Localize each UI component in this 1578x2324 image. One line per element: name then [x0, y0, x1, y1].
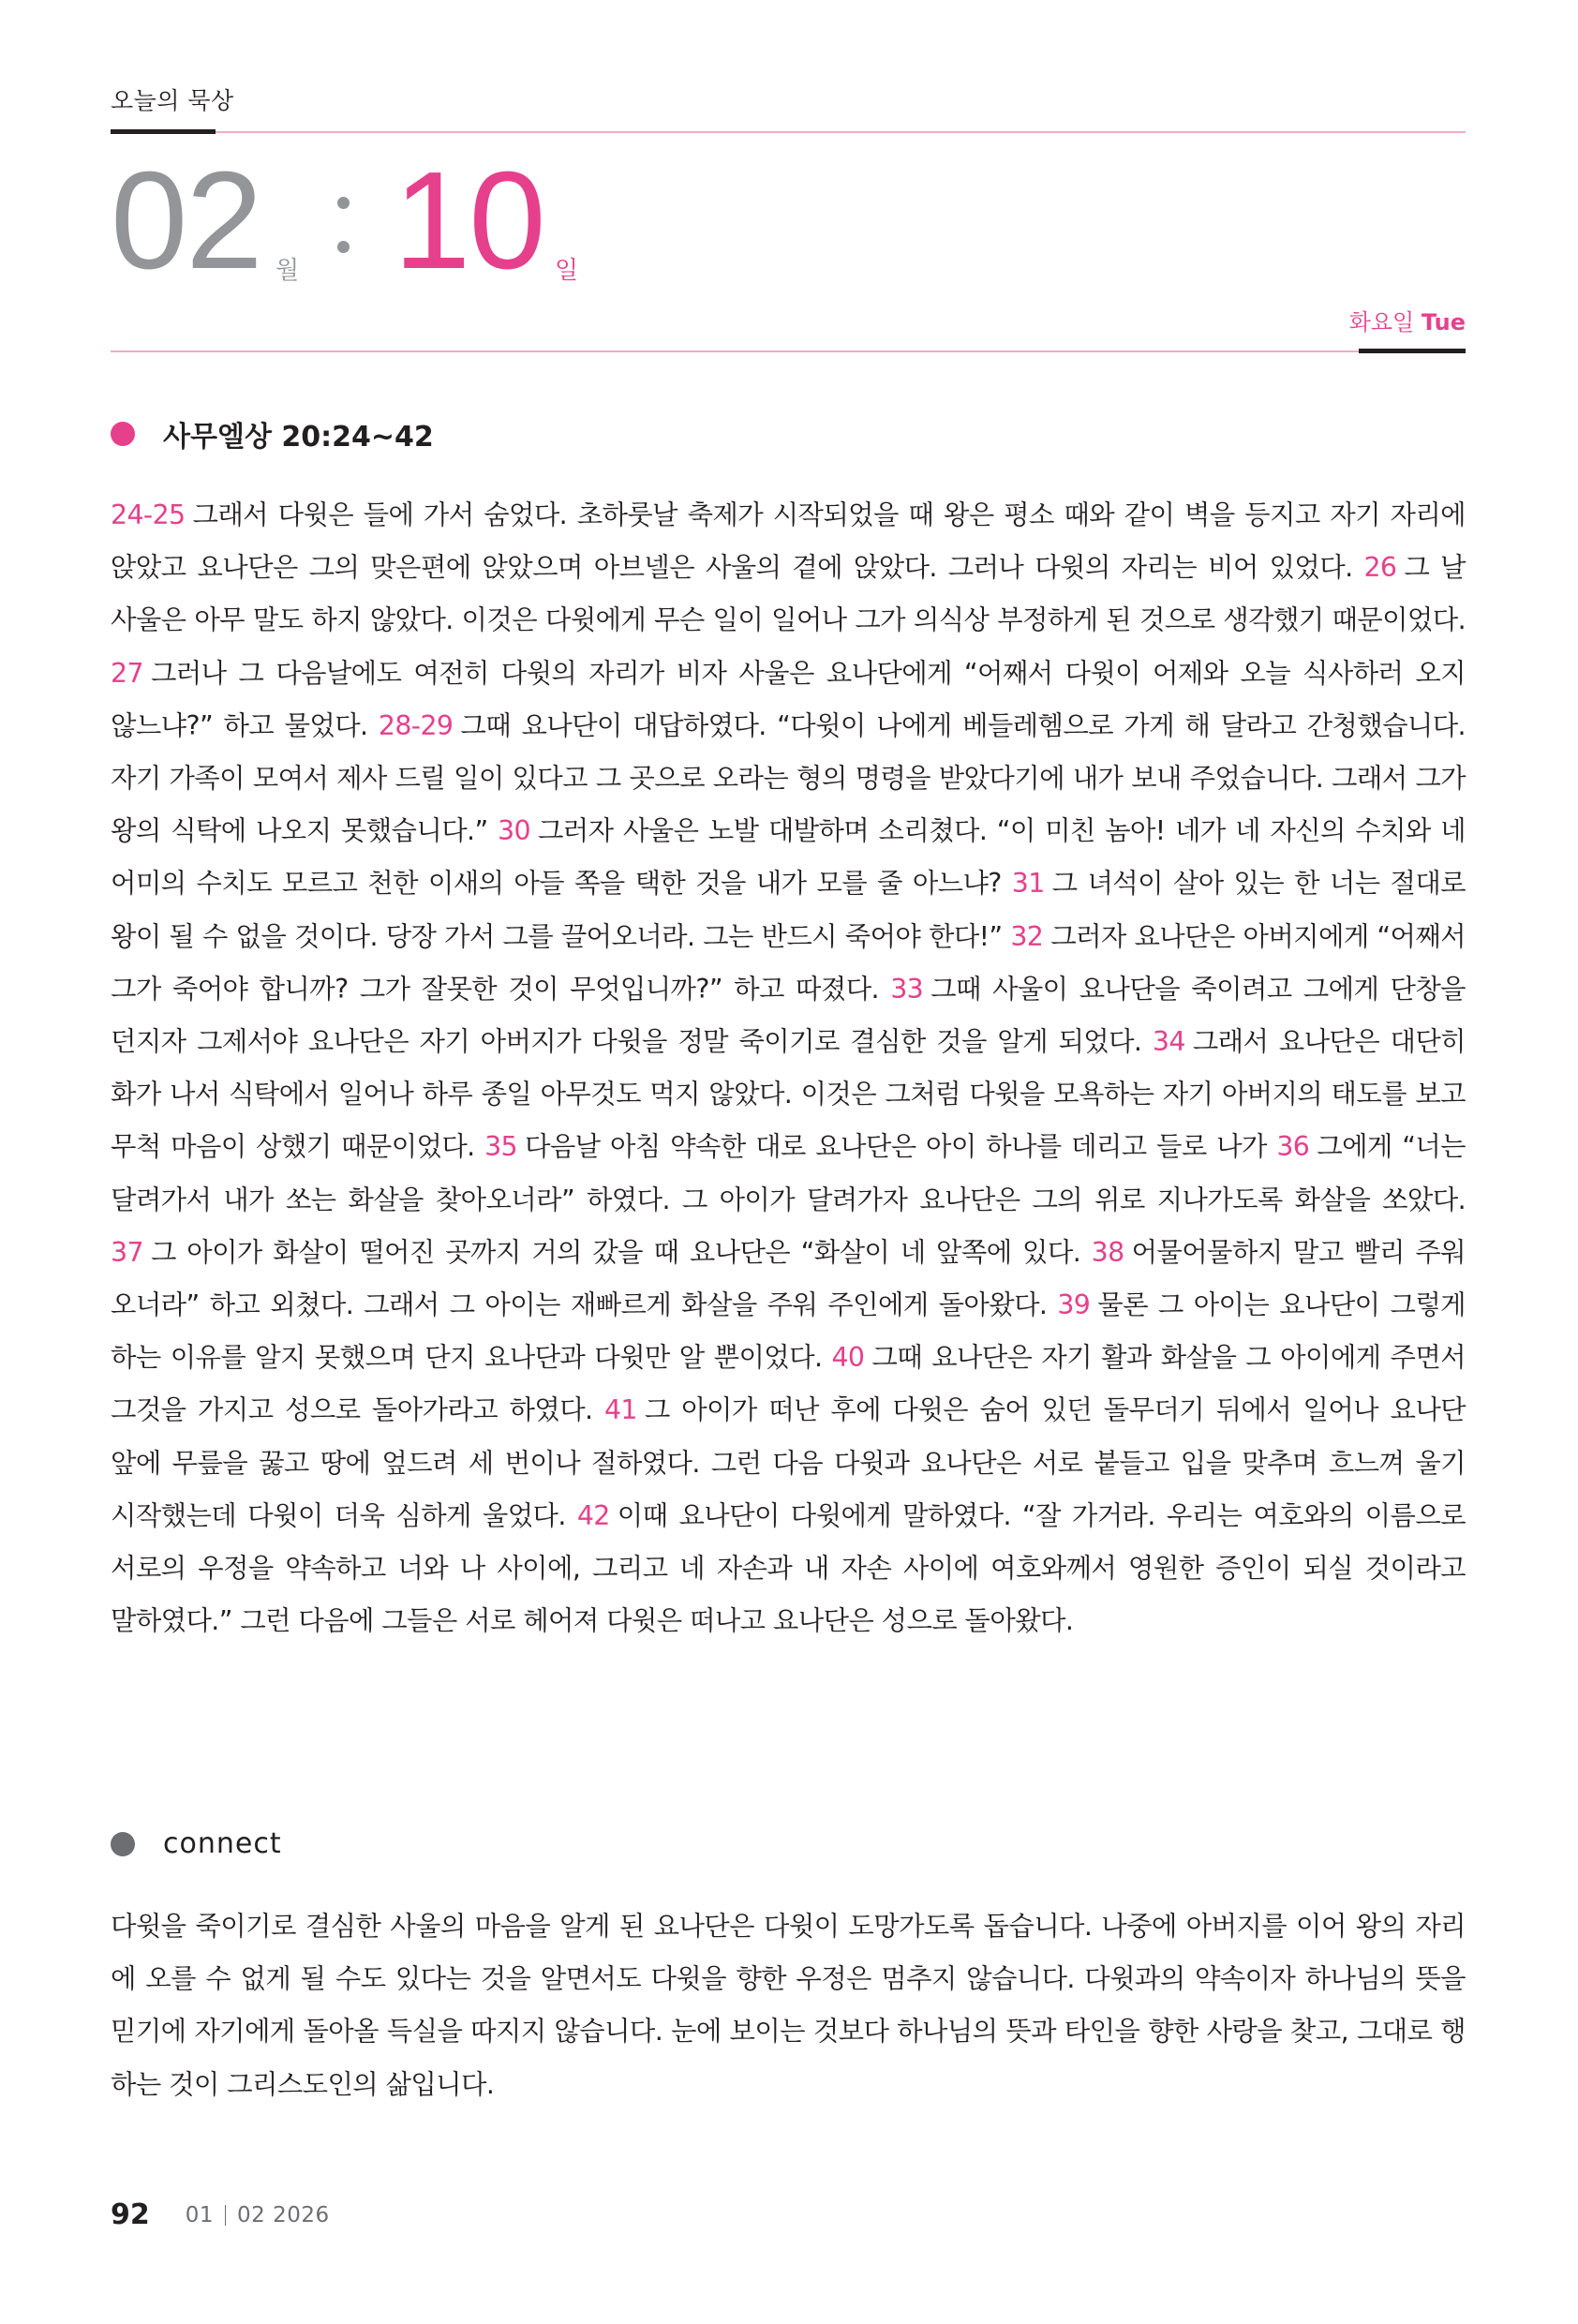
verse-text: 다음날 아침 약속한 대로 요나단은 아이 하나를 데리고 들로 나가 — [525, 1131, 1267, 1163]
verse-text: 그러나 그 다음날에도 여전히 다윗의 자리가 비자 사울은 요나단에게 “어째서 다윗이 어제와 오늘 식사하러 오지 않느냐?” 하고 물었다. — [111, 657, 1466, 741]
scripture-text — [111, 489, 1466, 1647]
date-day-unit: 일 — [555, 257, 579, 285]
date-day: 10 — [394, 143, 544, 298]
verse-text: 물론 그 아이는 요나단이 그렇게 하는 이유를 알지 못했으며 단지 요나단과 다윗만 알 뿐이었다. — [111, 1289, 1466, 1374]
date-divider-accent — [1359, 349, 1466, 353]
verse-text: 그때 요나단이 대답하였다. “다윗이 나에게 베들레헴으로 가게 해 달라고 간청했습니다. 자기 가족이 모여서 제사 드릴 일이 있다고 그 곳으로 오라는 형의 명령을 받았다기에 내가 보내 주었습니다. 그래서 그가 왕의 식탁에 나오지 못했습니다.” — [111, 709, 1466, 847]
verse-number: 37 — [111, 1236, 143, 1268]
page-number: 92 — [111, 2198, 150, 2231]
verse-number: 42 — [576, 1499, 610, 1531]
verse-number: 28-29 — [378, 709, 454, 741]
verse-text: 그때 사울이 요나단을 죽이려고 그에게 단창을 던지자 그제서야 요나단은 자기 아버지가 다윗을 정말 죽이기로 결심한 것을 알게 되었다. — [111, 973, 1466, 1058]
verse-text: 그 아이가 떠난 후에 다윗은 숨어 있던 돌무더기 뒤에서 일어나 요나단 앞에 무릎을 꿇고 땅에 엎드려 세 번이나 절하였다. 그런 다음 다윗과 요나단은 서로 붙들고 입을 맞추며 흐느껴 울기 시작했는데 다윗이 더욱 심하게 울었다. — [111, 1394, 1466, 1531]
weekday-en: Tue — [1421, 309, 1466, 335]
verse-number: 24-25 — [111, 499, 186, 530]
verse-number: 32 — [1010, 920, 1044, 952]
verse-number: 31 — [1011, 868, 1045, 900]
date-month: 02 — [111, 143, 261, 298]
scripture-heading — [111, 413, 434, 454]
weekday — [1349, 304, 1466, 336]
pink-bullet-icon — [111, 422, 135, 446]
issue-month: 01 — [185, 2202, 215, 2227]
verse-number: 34 — [1152, 1026, 1185, 1058]
gray-bullet-icon — [111, 1832, 135, 1856]
verse-number: 26 — [1363, 552, 1397, 584]
scripture-reference: 사무엘상 20:24~42 — [163, 421, 434, 454]
connect-body: 다윗을 죽이기로 결심한 사울의 마음을 알게 된 요나단은 다윗이 도망가도록 돕습니다. 나중에 아버지를 이어 왕의 자리에 오를 수 없게 될 수도 있다는 것을 알면서도 다윗을 향한 우정은 멈추지 않습니다. 다윗과의 약속이자 하나님의 뜻을 믿기에 자기에게 돌아올 득실을 따지지 않습니다. 눈에 보이는 것보다 하나님의 뜻과 타인을 향한 사랑을 찾고, 그대로 행하는 것이 그리스도인의 삶입니다. — [111, 1911, 1466, 2100]
weekday-ko: 화요일 — [1348, 309, 1415, 335]
verse-text: 그래서 다윗은 들에 가서 숨었다. 초하룻날 축제가 시작되었을 때 왕은 평소 때와 같이 벽을 등지고 자기 자리에 앉았고 요나단은 그의 맞은편에 앉았으며 아브넬은 사울의 곁에 앉았다. 그러나 다윗의 자리는 비어 있었다. — [111, 499, 1466, 584]
verse-text: 그에게 “너는 달려가서 내가 쏘는 화살을 찾아오너라” 하였다. 그 아이가 달려가자 요나단은 그의 위로 지나가도록 화살을 쏘았다. — [111, 1131, 1466, 1215]
date-month-unit: 월 — [275, 257, 300, 285]
verse-number: 27 — [111, 657, 143, 689]
connect-title: connect — [163, 1827, 282, 1860]
issue-rest: 02 2026 — [237, 2202, 330, 2227]
verse-text: 그러자 요나단은 아버지에게 “어째서 그가 죽어야 합니까? 그가 잘못한 것이 무엇입니까?” 하고 따졌다. — [111, 920, 1466, 1005]
verse-text: 그 아이가 화살이 떨어진 곳까지 거의 갔을 때 요나단은 “화살이 네 앞쪽에 있다. — [150, 1236, 1081, 1268]
verse-text: 그 날 사울은 아무 말도 하지 않았다. 이것은 다윗에게 무슨 일이 일어나 그가 의식상 부정하게 된 것으로 생각했기 때문이었다. — [111, 552, 1466, 636]
verse-text: 이때 요나단이 다윗에게 말하였다. “잘 가거라. 우리는 여호와의 이름으로 서로의 우정을 약속하고 너와 나 사이에, 그리고 네 자손과 내 자손 사이에 여호와께서 영원한 증인이 되실 것이라고 말하였다.” 그런 다음에 그들은 서로 헤어져 다윗은 떠나고 요나단은 성으로 돌아왔다. — [111, 1499, 1466, 1637]
verse-text: 그래서 요나단은 대단히 화가 나서 식탁에서 일어나 하루 종일 아무것도 먹지 않았다. 이것은 그처럼 다윗을 모욕하는 자기 아버지의 태도를 보고 무척 마음이 상했기 때문이었다. — [111, 1026, 1466, 1163]
section-label: 오늘의 묵상 — [111, 87, 234, 114]
date-divider — [111, 350, 1466, 352]
verse-text: 그 녀석이 살아 있는 한 너는 절대로 왕이 될 수 없을 것이다. 당장 가서 그를 끌어오너라. 그는 반드시 죽어야 한다!” — [111, 868, 1466, 952]
verse-number: 33 — [890, 973, 924, 1005]
verse-number: 40 — [831, 1342, 865, 1374]
verse-number: 41 — [603, 1394, 637, 1426]
verse-number: 39 — [1057, 1289, 1091, 1321]
verse-number: 36 — [1276, 1131, 1310, 1163]
date-colon-icon — [337, 197, 350, 272]
verse-number: 30 — [498, 815, 530, 847]
issue-info — [186, 2203, 330, 2227]
connect-heading — [111, 1827, 282, 1860]
verse-number: 35 — [484, 1131, 518, 1163]
verse-number: 38 — [1091, 1236, 1124, 1268]
top-divider-accent — [111, 129, 216, 134]
top-divider — [111, 131, 1466, 133]
footer — [111, 2198, 330, 2231]
verse-text: 그러자 사울은 노발 대발하며 소리쳤다. “이 미친 놈아! 네가 네 자신의 수치와 네 어미의 수치도 모르고 천한 이새의 아들 쪽을 택한 것을 내가 모를 줄 아느냐? — [111, 815, 1466, 900]
verse-text: 그때 요나단은 자기 활과 화살을 그 아이에게 주면서 그것을 가지고 성으로 돌아가라고 하였다. — [111, 1342, 1466, 1426]
verse-text: 어물어물하지 말고 빨리 주워 오너라” 하고 외쳤다. 그래서 그 아이는 재빠르게 화살을 주워 주인에게 돌아왔다. — [111, 1236, 1466, 1321]
issue-separator — [225, 2205, 226, 2226]
